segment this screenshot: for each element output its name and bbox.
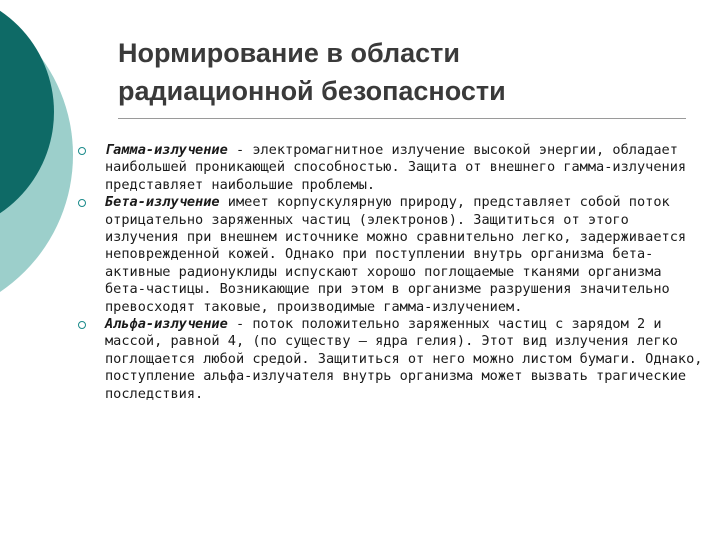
bullet-list xyxy=(78,142,708,403)
ring-bullet-icon xyxy=(78,321,86,329)
text-beta: имеет корпускулярную природу, представляет собой поток отрицательно заряженных частиц (электронов). Защититься от этого излучения при внешнем источнике можно сравнительно легко, задерживается неповрежденной кожей. Однако при поступлении внутрь организма бета-активные радионуклиды испускают хорошо поглощаемые тканями организма бета-частицы. Возникающие при этом в организме разрушения значительно превосходят таковые, производимые гамма-излучением. xyxy=(105,194,687,315)
list-item-gamma xyxy=(78,142,708,194)
term-beta: Бета-излучение xyxy=(105,194,220,211)
dark-teal-circle xyxy=(0,0,54,234)
title-line-2: радиационной безопасности xyxy=(118,76,506,106)
slide-title xyxy=(118,34,698,110)
text-alpha: - поток положительно заряженных частиц с зарядом 2 и массой, равной 4, (по существу — ядра гелия). Этот вид излучения легко поглощается любой средой. Защититься от него можно листом бумаги. Однако, поступление альфа-излучателя внутрь организма может вызвать трагические последствия. xyxy=(105,316,703,402)
text-gamma: - электромагнитное излучение высокой энергии, обладает наибольшей проникающей способностью. Защита от внешнего гамма-излучения представляет наибольшие проблемы. xyxy=(105,142,687,193)
list-item-alpha xyxy=(78,316,708,403)
title-line-1: Нормирование в области xyxy=(118,38,460,68)
light-teal-circle xyxy=(0,0,73,320)
term-gamma: Гамма-излучение xyxy=(105,142,228,158)
ring-bullet-icon xyxy=(78,147,86,155)
list-item-beta xyxy=(78,194,708,316)
ring-bullet-icon xyxy=(78,199,86,207)
title-divider xyxy=(118,118,686,119)
term-alpha: Альфа-излучение xyxy=(105,316,228,333)
